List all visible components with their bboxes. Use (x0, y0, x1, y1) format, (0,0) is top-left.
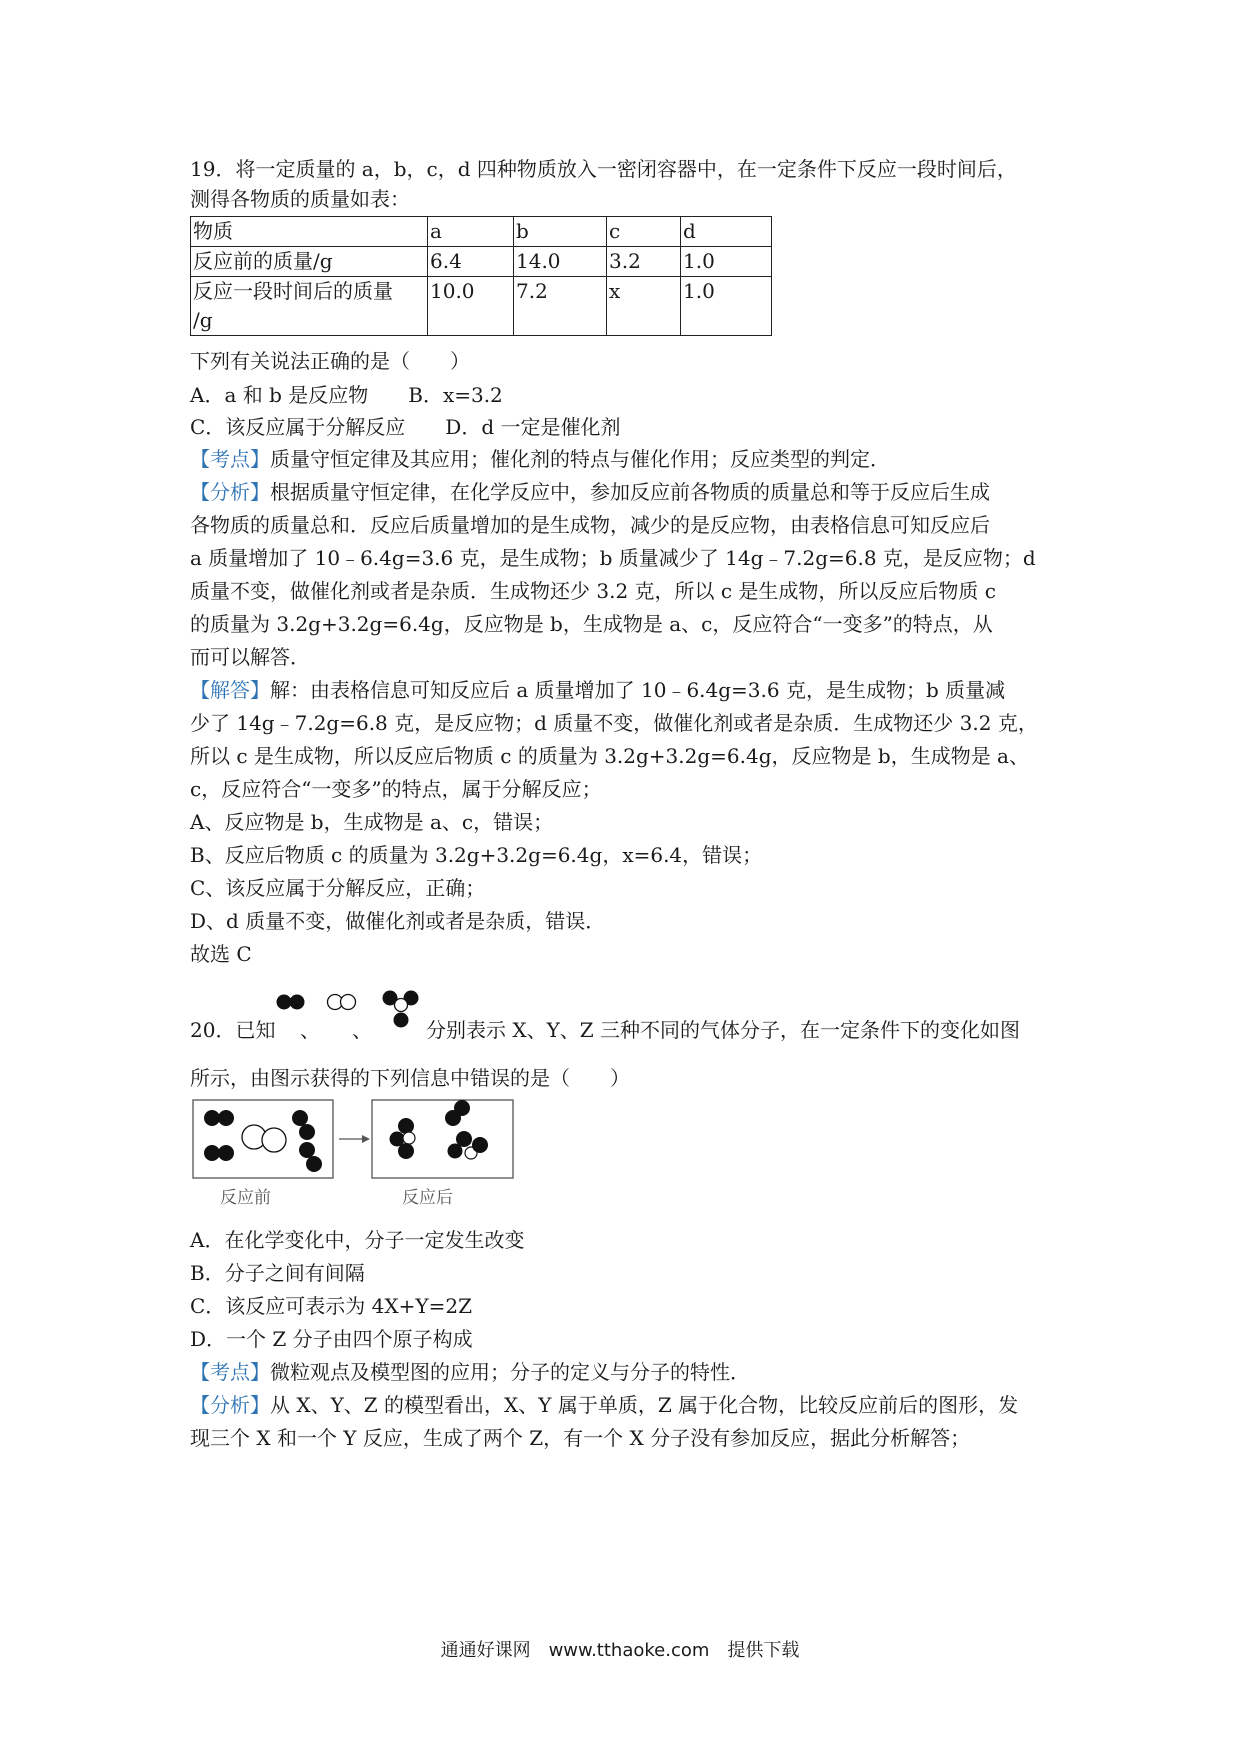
molecule-y-icon (326, 992, 358, 1012)
table-cell: 反应前的质量/g (191, 247, 428, 277)
q20-fenxi-line1 (190, 1390, 1070, 1420)
label-after: 反应后 (402, 1188, 453, 1208)
table-cell: a (428, 217, 514, 247)
q19-answer: 故选 C (190, 942, 252, 966)
q19-fenxi-line3: a 质量增加了 10﹣6.4g=3.6 克，是生成物；b 质量减少了 14g﹣7.2g=6.8 克，是反应物；d (190, 546, 1036, 570)
q19-fenxi-line2: 各物质的质量总和．反应后质量增加的是生成物，减少的是反应物，由表格信息可知反应后 (190, 513, 990, 537)
q20-option-d: D．一个 Z 分子由四个原子构成 (190, 1327, 473, 1351)
q19-options-cd: C．该反应属于分解反应 D．d 一定是催化剂 (190, 415, 621, 439)
kaodian-tag: 【考点】 (190, 1360, 270, 1384)
table-cell (191, 277, 428, 336)
table-cell: 3.2 (607, 247, 681, 277)
table-header-row (191, 217, 772, 247)
table-cell: x (607, 277, 681, 336)
q19-mass-table (190, 216, 772, 336)
table-cell: d (681, 217, 772, 247)
q19-jieda-line2: 少了 14g﹣7.2g=6.8 克，是反应物；d 质量不变，做催化剂或者是杂质．生成物还少 3.2 克， (190, 711, 1038, 735)
label-before: 反应前 (220, 1188, 271, 1208)
table-cell: 14.0 (514, 247, 607, 277)
q20-sep1: 、 (300, 1018, 320, 1042)
q20-fenxi-line2: 现三个 X 和一个 Y 反应，生成了两个 Z，有一个 X 分子没有参加反应，据此分析解答； (190, 1426, 971, 1450)
q19-stem-line2: 测得各物质的质量如表： (190, 187, 410, 211)
q19-options-ab: A．a 和 b 是反应物 B．x=3.2 (190, 383, 503, 407)
q19-jieda-line1 (190, 675, 1070, 705)
q20-option-b: B．分子之间有间隔 (190, 1261, 365, 1285)
q19-jieda-b: B、反应后物质 c 的质量为 3.2g+3.2g=6.4g，x=6.4，错误； (190, 843, 763, 867)
q19-fenxi-line4: 质量不变，做催化剂或者是杂质．生成物还少 3.2 克，所以 c 是生成物，所以反应后物质 c (190, 579, 996, 603)
q19-jieda-c: C、该反应属于分解反应，正确； (190, 876, 486, 900)
table-cell: b (514, 217, 607, 247)
q20-stem-line2: 所示，由图示获得的下列信息中错误的是（ ） (190, 1066, 630, 1090)
table-cell: 6.4 (428, 247, 514, 277)
table-cell: 物质 (191, 217, 428, 247)
table-cell: c (607, 217, 681, 247)
page-footer: 通通好课网 www.tthaoke.com 提供下载 (440, 1640, 800, 1661)
jieda-text: 解：由表格信息可知反应后 a 质量增加了 10﹣6.4g=3.6 克，是生成物；b 质量减 (270, 678, 1006, 702)
table-row (191, 247, 772, 277)
fenxi-tag: 【分析】 (190, 480, 270, 504)
fenxi-tag: 【分析】 (190, 1393, 270, 1417)
table-cell: 1.0 (681, 247, 772, 277)
q19-ask: 下列有关说法正确的是（ ） (190, 349, 470, 373)
table-cell: 10.0 (428, 277, 514, 336)
molecule-x-icon (276, 992, 306, 1012)
q20-option-c: C．该反应可表示为 4X+Y=2Z (190, 1294, 472, 1318)
fenxi-text: 根据质量守恒定律，在化学反应中，参加反应前各物质的质量总和等于反应后生成 (270, 480, 990, 504)
q19-fenxi-line6: 而可以解答． (190, 645, 310, 669)
q20-option-a: A．在化学变化中，分子一定发生改变 (190, 1228, 525, 1252)
molecule-z-icon (380, 988, 422, 1030)
fenxi-text: 从 X、Y、Z 的模型看出，X、Y 属于单质，Z 属于化合物，比较反应前后的图形，发 (270, 1393, 1019, 1417)
table-row (191, 277, 772, 336)
q19-fenxi-line5: 的质量为 3.2g+3.2g=6.4g，反应物是 b，生成物是 a、c，反应符合“一变多”的特点，从 (190, 612, 993, 636)
q19-jieda-d: D、d 质量不变，做催化剂或者是杂质，错误． (190, 909, 606, 933)
kaodian-text: 质量守恒定律及其应用；催化剂的特点与催化作用；反应类型的判定． (270, 447, 890, 471)
q20-kaodian (190, 1357, 1070, 1387)
q20-sep2: 、 (352, 1018, 372, 1042)
jieda-tag: 【解答】 (190, 678, 270, 702)
q19-jieda-line4: c，反应符合“一变多”的特点，属于分解反应； (190, 777, 602, 801)
q19-stem-line1: 19．将一定质量的 a，b，c，d 四种物质放入一密闭容器中，在一定条件下反应一段时间后， (190, 157, 1017, 181)
q19-jieda-line3: 所以 c 是生成物，所以反应后物质 c 的质量为 3.2g+3.2g=6.4g，反应物是 b，生成物是 a、 (190, 744, 1029, 768)
table-row-label-part2: /g (193, 308, 213, 332)
kaodian-text: 微粒观点及模型图的应用；分子的定义与分子的特性． (270, 1360, 750, 1384)
q19-fenxi-line1 (190, 477, 1070, 507)
table-cell: 1.0 (681, 277, 772, 336)
q19-jieda-a: A、反应物是 b，生成物是 a、c，错误； (190, 810, 554, 834)
kaodian-tag: 【考点】 (190, 447, 270, 471)
table-row-label-part1: 反应一段时间后的质量 (193, 279, 393, 303)
q20-stem-a: 20．已知 (190, 1018, 276, 1042)
q19-kaodian (190, 444, 1070, 474)
q20-stem-b: 分别表示 X、Y、Z 三种不同的气体分子，在一定条件下的变化如图 (426, 1018, 1021, 1042)
table-cell: 7.2 (514, 277, 607, 336)
